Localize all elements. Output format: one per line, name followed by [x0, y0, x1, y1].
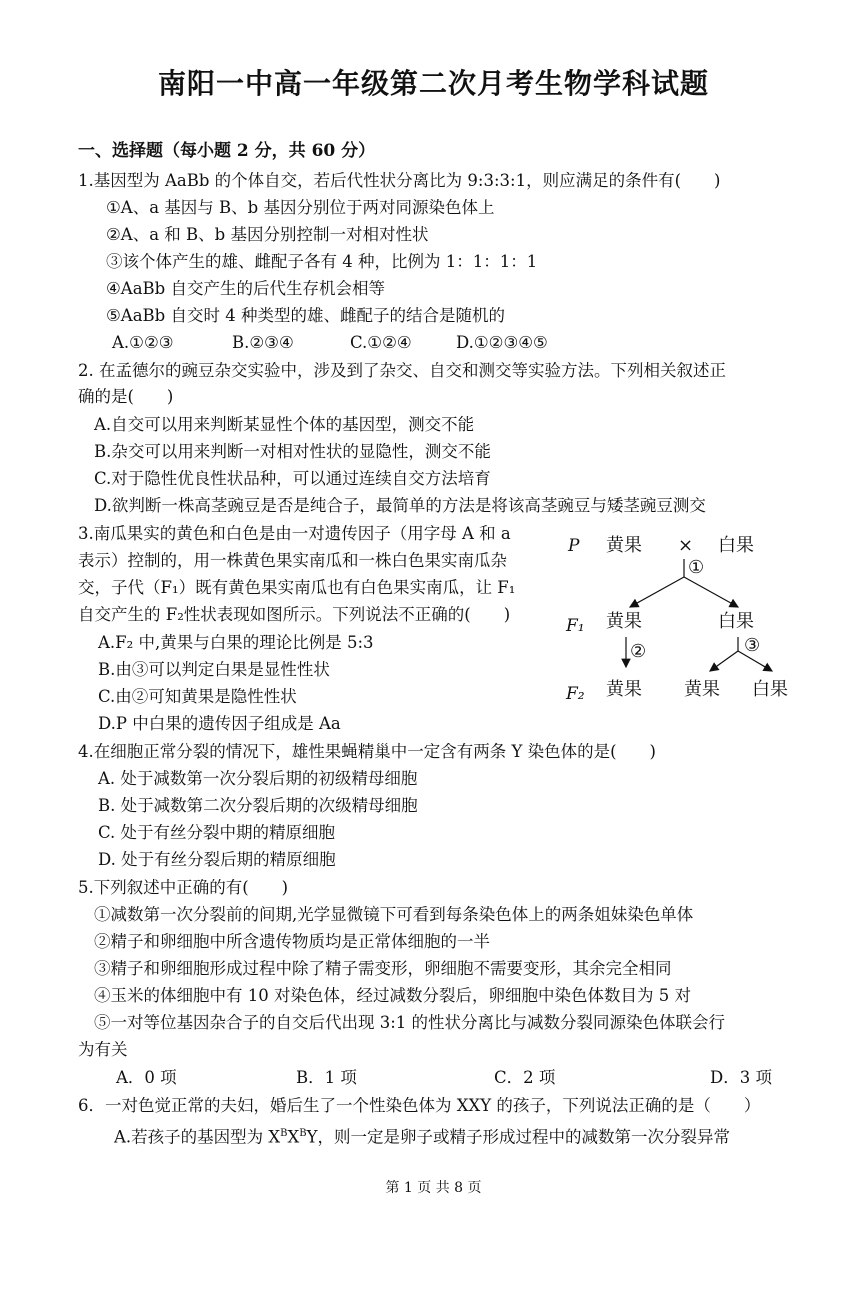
f2-yellow-fruit-right: 黄果: [684, 679, 720, 700]
question-2-stem-cont: 确的是( ): [78, 387, 174, 406]
f1-yellow-fruit: 黄果: [606, 611, 642, 632]
question-5-stem: 5.下列叙述中正确的有( ): [78, 878, 289, 897]
step-3-marker: ③: [744, 635, 761, 656]
f2-white-fruit: 白果: [752, 679, 788, 700]
q1-item: ⑤AaBb 自交时 4 种类型的雄、雌配子的结合是随机的: [106, 306, 505, 325]
f1-generation-label: F₁: [566, 616, 585, 636]
q5-option-b: B．1 项: [296, 1068, 357, 1087]
q3-option-d: D.P 中白果的遗传因子组成是 Aa: [98, 714, 341, 733]
genetics-cross-diagram: [560, 527, 800, 707]
q1-item: ④AaBb 自交产生的后代生存机会相等: [106, 279, 385, 298]
q2-option-a: A.自交可以用来判断某显性个体的基因型，测交不能: [94, 415, 475, 434]
q1-option-d: D.①②③④⑤: [456, 333, 548, 352]
p-white-fruit: 白果: [718, 535, 754, 556]
q1-option-a: A.①②③: [112, 333, 174, 352]
question-3-stem: 交，子代（F₁）既有黄色果实南瓜也有白色果实南瓜，让 F₁: [78, 578, 516, 597]
arrow-to-f2-yellow: [710, 651, 738, 671]
q1-item: ③该个体产生的雄、雌配子各有 4 种，比例为 1：1：1：1: [106, 252, 538, 271]
f2-generation-label: F₂: [566, 684, 585, 704]
q5-option-a: A．0 项: [116, 1068, 177, 1087]
q5-option-d: D．3 项: [710, 1068, 772, 1087]
q4-option-b: B. 处于减数第二次分裂后期的次级精母细胞: [98, 796, 418, 815]
q1-item: ②A、a 和 B、b 基因分别控制一对相对性状: [106, 225, 429, 244]
q4-option-c: C. 处于有丝分裂中期的精原细胞: [98, 823, 336, 842]
q2-option-d: D.欲判断一株高茎豌豆是否是纯合子，最简单的方法是将该高茎豌豆与矮茎豌豆测交: [94, 496, 706, 515]
q6-option-a-text: A.若孩子的基因型为 X: [114, 1127, 281, 1147]
question-3-stem: 表示）控制的，用一株黄色果实南瓜和一株白色果实南瓜杂: [78, 551, 507, 570]
q5-item: ⑤一对等位基因杂合子的自交后代出现 3:1 的性状分离比与减数分裂同源染色体联会行: [94, 1013, 726, 1032]
section-heading: 一、选择题（每小题 2 分，共 60 分）: [78, 141, 376, 161]
question-4-stem: 4.在细胞正常分裂的情况下，雄性果蝇精巢中一定含有两条 Y 染色体的是( ): [78, 742, 656, 761]
q5-item: ③精子和卵细胞形成过程中除了精子需变形，卵细胞不需要变形，其余完全相同: [94, 959, 672, 978]
p-yellow-fruit: 黄果: [606, 535, 642, 556]
q6-option-a-text: X: [287, 1127, 300, 1147]
cross-symbol: ×: [678, 535, 694, 556]
q4-option-d: D. 处于有丝分裂后期的精原细胞: [98, 850, 336, 869]
step-2-marker: ②: [630, 641, 647, 662]
p-generation-label: P: [568, 536, 580, 556]
q2-option-c: C.对于隐性优良性状品种，可以通过连续自交方法培育: [94, 469, 491, 488]
arrow-to-f1-white: [684, 577, 738, 607]
q3-option-b: B.由③可以判定白果是显性性状: [98, 660, 330, 679]
q5-option-c: C．2 项: [494, 1068, 556, 1087]
arrow-to-f1-yellow: [630, 577, 684, 607]
question-6-stem: 6．一对色觉正常的夫妇，婚后生了一个性染色体为 XXY 的孩子，下列说法正确的是（ ）: [78, 1096, 761, 1115]
q6-option-a: [114, 1123, 730, 1149]
q5-item: ④玉米的体细胞中有 10 对染色体，经过减数分裂后，卵细胞中染色体数目为 5 对: [94, 986, 691, 1005]
q3-option-c: C.由②可知黄果是隐性性状: [98, 687, 297, 706]
page-title: 南阳一中高一年级第二次月考生物学科试题: [157, 67, 709, 100]
question-3-stem: 3.南瓜果实的黄色和白色是由一对遗传因子（用字母 A 和 a: [78, 524, 511, 543]
q6-option-a-text: Y，则一定是卵子或精子形成过程中的减数第一次分裂异常: [306, 1127, 731, 1147]
q2-option-b: B.杂交可以用来判断一对相对性状的显隐性，测交不能: [94, 442, 491, 461]
allele-superscript: B: [299, 1128, 307, 1139]
question-1-stem: 1.基因型为 AaBb 的个体自交，若后代性状分离比为 9:3:3:1，则应满足的条件有( ): [78, 171, 721, 190]
question-2-stem: 2. 在孟德尔的豌豆杂交实验中，涉及到了杂交、自交和测交等实验方法。下列相关叙述正: [78, 361, 726, 380]
q1-option-c: C.①②④: [350, 333, 412, 352]
q4-option-a: A. 处于减数第一次分裂后期的初级精母细胞: [98, 769, 418, 788]
f2-yellow-fruit-left: 黄果: [606, 679, 642, 700]
q1-item: ①A、a 基因与 B、b 基因分别位于两对同源染色体上: [106, 198, 495, 217]
f1-white-fruit: 白果: [718, 611, 754, 632]
q3-option-a: A.F₂ 中,黄果与白果的理论比例是 5:3: [98, 633, 374, 652]
question-3-stem: 自交产生的 F₂性状表现如图所示。下列说法不正确的( ): [78, 605, 511, 624]
step-1-marker: ①: [688, 557, 705, 578]
q5-item: ①减数第一次分裂前的间期,光学显微镜下可看到每条染色体上的两条姐妹染色单体: [94, 905, 694, 924]
q1-option-b: B.②③④: [232, 333, 294, 352]
allele-superscript: B: [280, 1128, 288, 1139]
q5-item-cont: 为有关: [78, 1040, 128, 1059]
q5-item: ②精子和卵细胞中所含遗传物质均是正常体细胞的一半: [94, 932, 490, 951]
page-footer: 第 1 页 共 8 页: [385, 1180, 482, 1196]
